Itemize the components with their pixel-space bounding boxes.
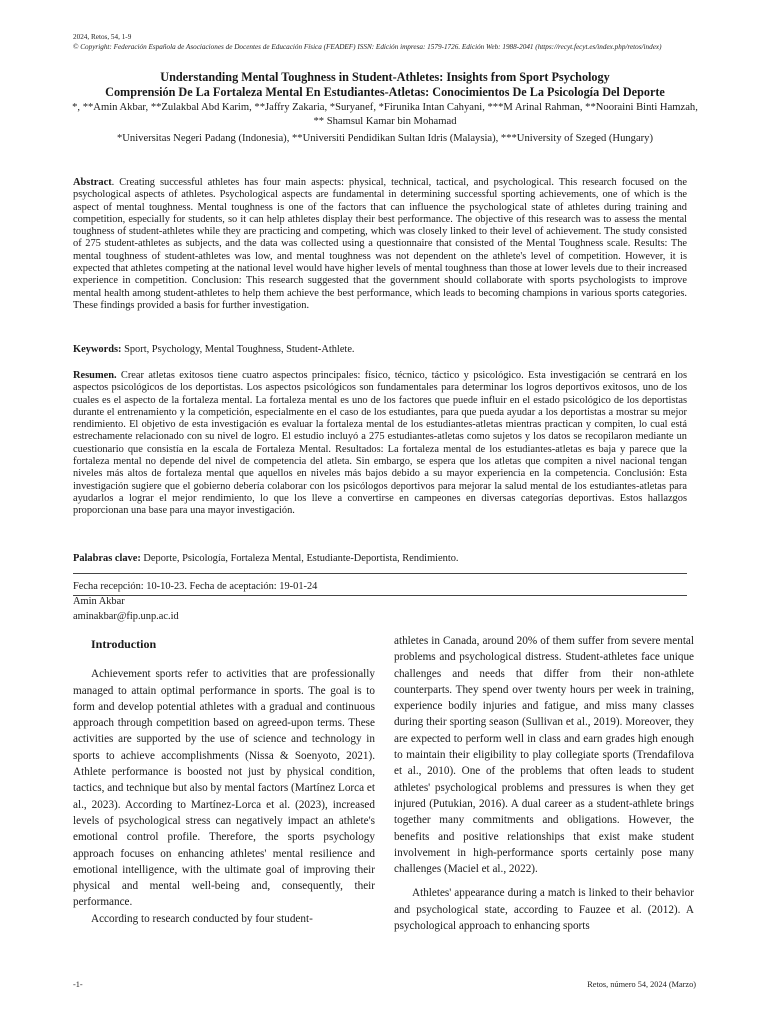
title-spanish: Comprensión De La Fortaleza Mental En Estudiantes-Atletas: Conocimientos De La Psicología Del Deporte — [105, 84, 665, 99]
abstract-text: . Creating successful athletes has four main aspects: physical, technical, tactical, and psychological. This research focused on the psychological aspects of athletes. Psychological aspects are fundamental in determining successful sporting achievements, one of which is the aspect of mental toughness. Mental toughness is one of the factors that can influence the psychological state of athletes during training and competition, especially for students, so it can help athletes display their best performance. The objective of this research was to assess the mental toughness of student-athletes while they are practicing and competing, which was closely linked to their level of achievement. The study consisted of 275 student-athletes as subjects, and the data was collected using a questionnaire that consisted of the Mental Toughness scale. Results: The mental toughness of student-athletes was low, and mental toughness was not dependent on the athlete's level of competition. However, it is expected that athletes competing at the national level would have higher levels of mental toughness than those at lower levels due to their increased experience in competition. Conclusion: This research suggested that the government should collaborate with sports psychologists to improve mental health among student-athletes to help them achieve the best performance, which leads to becoming champions in various sports categories. These findings provided a basis for further investigation. — [73, 177, 687, 311]
journal-header — [73, 32, 703, 52]
author-email[interactable]: aminakbar@fip.unp.ac.id — [73, 611, 179, 622]
body-column-right — [394, 633, 694, 934]
keywords-english — [73, 344, 687, 356]
title-block — [70, 70, 700, 146]
paragraph: Athletes' appearance during a match is linked to their behavior and psychological state, according to Fauzee et al. (2012). A psychological approach to enhancing sports — [394, 887, 694, 933]
resumen-text: Crear atletas exitosos tiene cuatro aspectos principales: físico, técnico, táctico y psicológico. Esta investigación se centrará en los aspectos psicológicos de los deportistas. Los aspectos psicológicos son fundamentales para determinar los logros deportivos exitosos, uno de los cuales es el aspecto de la fortaleza mental. La fortaleza mental es uno de los factores que puede influir en el estado psicológico de los deportistas durante el entrenamiento y la competición, especialmente en el caso de los estudiantes, para que pueda ayudar a los deportistas a mostrar su mejor rendimiento. El objetivo de esta investigación es evaluar la fortaleza mental de los estudiantes-atletas mientras practican y compiten, lo cual está estrechamente relacionado con su nivel de logro. El estudio incluyó a 275 estudiantes-atletas como sujetos y los datos se recopilaron mediante un cuestionario que consistía en la escala de Fortaleza Mental. Resultados: La fortaleza mental de los estudiantes-atletas es baja y parece que la fortaleza mental no depende del nivel de competencia del atleta. Sin embargo, se espera que los atletas que compiten a nivel nacional tengan niveles más altos de fortaleza mental que aquellos en niveles más bajos debido a su mayor experiencia en la competencia. Conclusión: Esta investigación sugiere que el gobierno debería colaborar con los psicólogos deportivos para mejorar la salud mental de los estudiantes-atletas para ayudarlos a lograr el mejor rendimiento, lo que los lleve a convertirse en campeones en diversas categorías deportivas. Estos hallazgos proporcionan una base para una mayor investigación. — [73, 370, 687, 517]
palabras-clave-text: Deporte, Psicología, Fortaleza Mental, Estudiante-Deportista, Rendimiento. — [140, 553, 459, 564]
copyright-line: © Copyright: Federación Española de Asociaciones de Docentes de Educación Física (FEADEF) ISSN: Edición impresa: 1579-1726. Edición Web: 1988-2041 (https://recyt.fecyt.es/index.php/retos/index) — [73, 43, 662, 51]
divider-top — [73, 573, 687, 574]
page-number: -1- — [73, 980, 83, 989]
issue-line: 2024, Retos, 54, 1-9 — [73, 33, 132, 41]
title-english: Understanding Mental Toughness in Student-Athletes: Insights from Sport Psychology — [160, 70, 610, 84]
keywords-label: Keywords: — [73, 344, 122, 355]
abstract-label: Abstract — [73, 177, 112, 188]
author-list: *, **Amin Akbar, **Zulakbal Abd Karim, **Jaffry Zakaria, *Suryanef, *Firunika Intan Cahyani, ***M Arinal Rahman, **Nooraini Binti Hamzah, ** Shamsul Kamar bin Mohamad — [72, 102, 698, 127]
abstract-spanish — [73, 370, 687, 518]
keywords-text: Sport, Psychology, Mental Toughness, Student-Athlete. — [121, 344, 355, 355]
journal-footer: Retos, número 54, 2024 (Marzo) — [587, 980, 696, 989]
keywords-spanish — [73, 553, 687, 565]
section-title-introduction: Introduction — [91, 637, 157, 651]
affiliations: *Universitas Negeri Padang (Indonesia), **Universiti Pendidikan Sultan Idris (Malaysia), ***University of Szeged (Hungary) — [116, 133, 654, 144]
paragraph: Achievement sports refer to activities that are professionally managed to attain optimal performance in sports. The goal is to form and develop potential athletes with a gradual and continuous approach through competition based on agreed-upon terms. These activities are supported by the use of science and technology in sports to achieve accomplishments (Nissa & Soenyoto, 2021). Athlete performance is boosted not just by physical condition, tactics, and technique but also by mental factors (Martínez Lorca et al., 2023). According to Martínez-Lorca et al. (2023), increased levels of psychological stress can negatively impact an athlete's emotional control profile. Therefore, the sports psychology approach focuses on enhancing athletes' mental resilience and emotional intelligence, with the ultimate goal of improving their physical and mental well-being and, consequently, their performance. — [73, 668, 375, 909]
corresponding-author: Amin Akbar — [73, 596, 125, 607]
palabras-clave-label: Palabras clave: — [73, 553, 141, 564]
abstract-english — [73, 177, 687, 312]
submission-dates: Fecha recepción: 10-10-23. Fecha de aceptación: 19-01-24 — [73, 581, 318, 592]
resumen-label: Resumen. — [73, 370, 117, 381]
paragraph: athletes in Canada, around 20% of them suffer from severe mental problems and psychological distress. Student-athletes face unique challenges and needs that differ from their non-athlete counterparts. They spend over twenty hours per week in training, experience bodily injuries and fatigue, and miss many classes during their sporting season (Sullivan et al., 2019). Moreover, they are expected to perform well in class and earn grades high enough to maintain their eligibility to play collegiate sports (Trendafilova et al., 2010). One of the problems that often leads to student athletes' psychological problems and pressures is when they get injured (Putukian, 2016). A dual career as a student-athlete brings together many commitments and obligations. However, the benefits and positive relationships that exist make student involvement in high-performance sports certainly pose many challenges (Maciel et al., 2022). — [394, 635, 694, 876]
paragraph: According to research conducted by four student- — [91, 912, 313, 925]
body-column-left — [73, 633, 375, 927]
